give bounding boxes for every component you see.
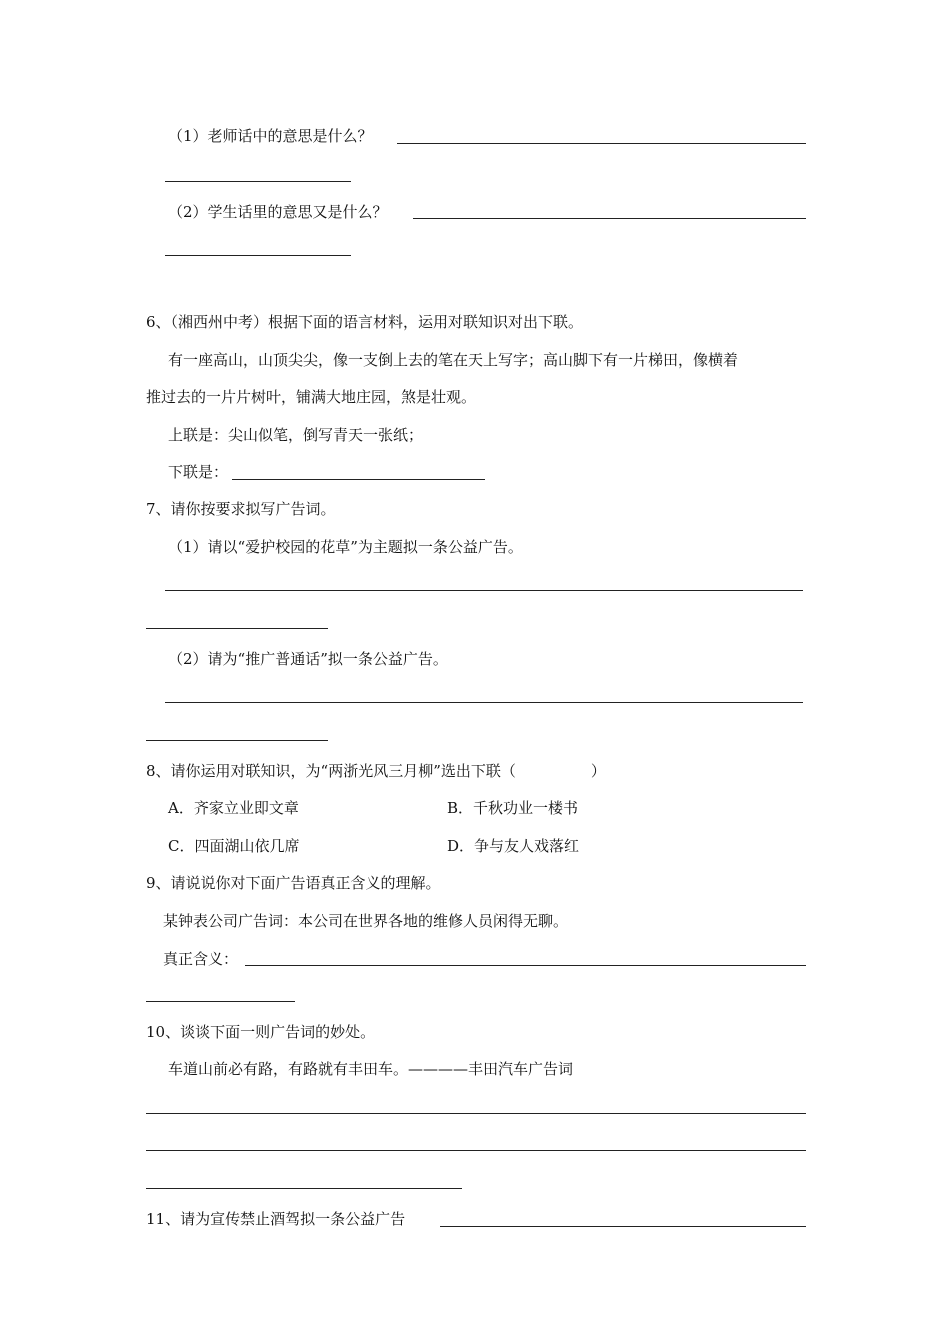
q8-option-d[interactable]: D．争与友人戏落红: [447, 837, 580, 855]
q7-sub2-answer-line[interactable]: [165, 702, 803, 703]
q5-sub2: [168, 202, 388, 222]
q8-option-c[interactable]: C．四面湖山依几席: [168, 837, 300, 855]
q6-material-line1: 有一座高山，山顶尖尖，像一支倒上去的笔在天上写字；高山脚下有一片梯田，像横着: [168, 351, 739, 369]
q7-sub1-answer-line[interactable]: [165, 590, 803, 591]
q6-title: 6、（湘西州中考）根据下面的语言材料，运用对联知识对出下联。: [146, 313, 584, 331]
q7-sub1: （1）请以“爱护校园的花草”为主题拟一条公益广告。: [168, 538, 523, 556]
q5-sub1-answer-line-2[interactable]: [165, 181, 351, 182]
q8-option-b[interactable]: B．千秋功业一楼书: [447, 799, 579, 817]
q8-option-a[interactable]: A．齐家立业即文章: [168, 799, 299, 817]
q8-title: 8、请你运用对联知识，为“两浙光风三月柳”选出下联（ ）: [146, 762, 606, 780]
q6-lower-label: 下联是：: [168, 463, 229, 481]
q7-sub2: （2）请为“推广普通话”拟一条公益广告。: [168, 650, 448, 668]
q5-sub2-text: （2）学生话里的意思又是什么？: [168, 203, 388, 221]
q9-answer-label: 真正含义：: [163, 950, 239, 968]
q5-sub1-text: （1）老师话中的意思是什么？: [168, 127, 373, 145]
q5-sub2-answer-line[interactable]: [413, 218, 806, 219]
q6-material-line2: 推过去的一片片树叶，铺满大地庄园，煞是壮观。: [146, 388, 477, 406]
q5-sub1: [168, 126, 373, 146]
q9-answer-line-2[interactable]: [146, 1001, 295, 1002]
q6-upper-couplet: 上联是：尖山似笔，倒写青天一张纸；: [168, 426, 424, 444]
q10-material: 车道山前必有路，有路就有丰田车。————丰田汽车广告词: [168, 1060, 574, 1078]
q7-title: 7、请你按要求拟写广告词。: [146, 500, 336, 518]
q9-material: 某钟表公司广告词：本公司在世界各地的维修人员闲得无聊。: [163, 912, 569, 930]
q7-sub2-answer-line-2[interactable]: [146, 740, 328, 741]
q10-title: 10、谈谈下面一则广告词的妙处。: [146, 1023, 376, 1041]
q11-title: 11、请为宣传禁止酒驾拟一条公益广告: [146, 1210, 406, 1228]
q7-sub1-answer-line-2[interactable]: [146, 628, 328, 629]
q6-lower-answer-line[interactable]: [232, 479, 485, 480]
q9-answer-line[interactable]: [245, 965, 806, 966]
q10-answer-line-1[interactable]: [146, 1113, 806, 1114]
q5-sub2-answer-line-2[interactable]: [165, 255, 351, 256]
q9-title: 9、请说说你对下面广告语真正含义的理解。: [146, 874, 441, 892]
q10-answer-line-2[interactable]: [146, 1150, 806, 1151]
q10-answer-line-3[interactable]: [146, 1188, 462, 1189]
q11-answer-line[interactable]: [440, 1226, 806, 1227]
q5-sub1-answer-line[interactable]: [397, 143, 806, 144]
